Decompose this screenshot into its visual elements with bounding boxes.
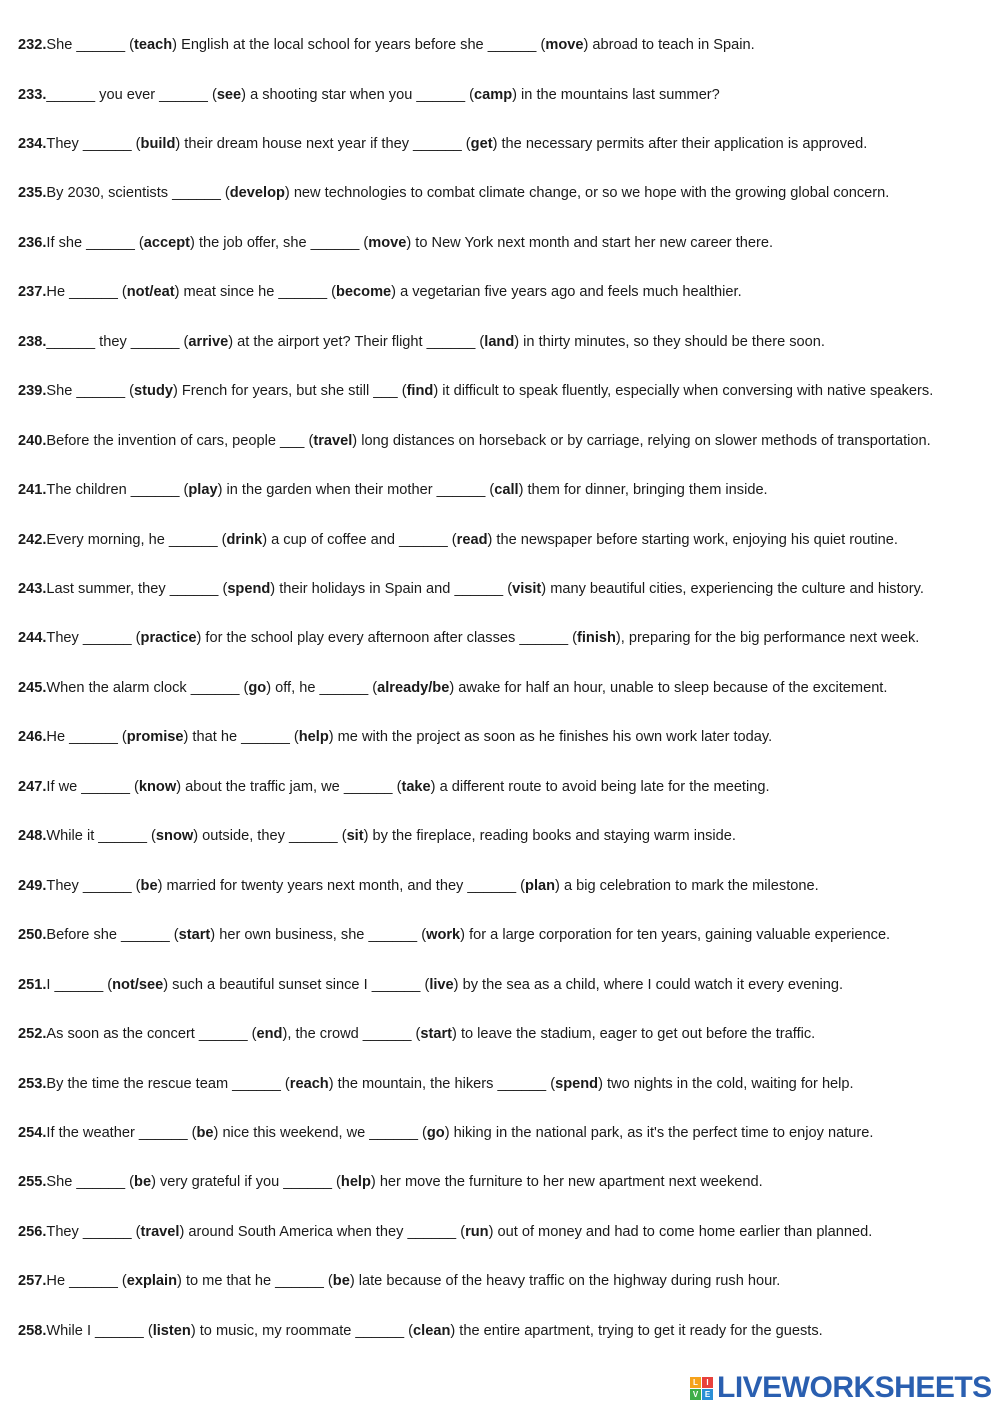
question-text: Last summer, they ______ (: [46, 581, 228, 597]
question-item: [18, 629, 991, 647]
question-number: 238.: [18, 333, 47, 350]
question-text: ______ you ever ______ (: [46, 86, 217, 103]
verb-hint: move: [545, 37, 584, 53]
verb-hint: see: [216, 86, 242, 103]
verb-hint: run: [465, 1223, 489, 1240]
verb-hint: end: [256, 1026, 283, 1042]
question-text: She ______ (: [46, 1174, 135, 1191]
question-text: Before she ______ (: [46, 927, 179, 944]
question-text: ) English at the local school for years before she ______ (: [172, 37, 546, 53]
verb-hint: play: [188, 482, 218, 499]
verb-hint: listen: [152, 1322, 191, 1339]
verb-hint: accept: [143, 234, 191, 251]
question-text: ) abroad to teach in Spain.: [583, 37, 755, 53]
question-number: 246.: [18, 729, 47, 746]
question-item: [18, 382, 991, 400]
question-text: ) about the traffic jam, we ______ (: [176, 778, 402, 795]
verb-hint: practice: [140, 630, 197, 647]
verb-hint: get: [470, 135, 493, 152]
question-number: 240.: [18, 432, 47, 449]
question-number: 245.: [18, 679, 47, 696]
verb-hint: arrive: [188, 333, 229, 350]
question-number: 250.: [18, 927, 47, 944]
question-item: [18, 333, 991, 351]
verb-hint: visit: [512, 581, 542, 597]
verb-hint: know: [138, 778, 177, 795]
question-text: They ______ (: [46, 877, 141, 894]
question-number: 248.: [18, 828, 47, 845]
question-text: ) a different route to avoid being late for the meeting.: [430, 778, 770, 795]
verb-hint: start: [178, 927, 211, 944]
verb-hint: help: [340, 1174, 371, 1191]
question-item: [18, 976, 991, 994]
question-number: 242.: [18, 531, 47, 548]
question-text: ) awake for half an hour, unable to sleep because of the excitement.: [449, 679, 888, 696]
question-text: If she ______ (: [46, 234, 144, 251]
question-item: [18, 135, 991, 153]
question-item: [18, 827, 991, 845]
question-number: 255.: [18, 1174, 47, 1191]
verb-hint: land: [484, 333, 515, 350]
logo-mark-letter: I: [702, 1377, 713, 1388]
question-text: ) it difficult to speak fluently, especially when conversing with native speakers.: [433, 383, 934, 400]
verb-hint: sit: [346, 828, 364, 845]
question-text: ) outside, they ______ (: [193, 828, 347, 845]
question-number: 256.: [18, 1223, 47, 1240]
question-text: When the alarm clock ______ (: [46, 679, 249, 696]
question-number: 258.: [18, 1322, 47, 1339]
question-number: 243.: [18, 581, 47, 597]
question-text: ) the entire apartment, trying to get it ready for the guests.: [450, 1322, 823, 1339]
question-text: ) to leave the stadium, eager to get out before the traffic.: [452, 1026, 816, 1042]
verb-hint: plan: [525, 877, 556, 894]
question-text: They ______ (: [46, 1223, 141, 1240]
question-text: ) the job offer, she ______ (: [190, 234, 369, 251]
question-text: ) by the sea as a child, where I could watch it every evening.: [453, 976, 844, 993]
verb-hint: be: [134, 1174, 152, 1191]
question-item: [18, 1075, 991, 1093]
question-text: She ______ (: [46, 383, 135, 400]
verb-hint: explain: [126, 1273, 178, 1290]
verb-hint: travel: [313, 432, 353, 449]
question-item: [18, 86, 991, 104]
question-text: ) in the garden when their mother ______ (: [217, 482, 495, 499]
question-number: 235.: [18, 185, 47, 202]
question-item: [18, 1322, 991, 1340]
question-text: ) at the airport yet? Their flight ______ (: [228, 333, 485, 350]
question-text: ) them for dinner, bringing them inside.: [518, 482, 768, 499]
question-item: [18, 1124, 991, 1142]
verb-hint: call: [494, 482, 519, 499]
question-text: ) long distances on horseback or by carriage, relying on slower methods of transportation.: [352, 432, 931, 449]
question-text: He ______ (: [46, 284, 127, 301]
question-number: 233.: [18, 86, 47, 103]
logo-mark-icon: [690, 1377, 713, 1400]
question-number: 249.: [18, 877, 47, 894]
question-text: ) very grateful if you ______ (: [151, 1174, 341, 1191]
question-number: 232.: [18, 37, 47, 53]
question-text: ) a big celebration to mark the milestone.: [555, 877, 819, 894]
verb-hint: reach: [289, 1075, 329, 1092]
liveworksheets-logo: [690, 1372, 992, 1404]
question-text: She ______ (: [46, 37, 135, 53]
question-item: [18, 926, 991, 944]
question-text: ) in thirty minutes, so they should be there soon.: [514, 333, 825, 350]
question-text: ) French for years, but she still ___ (: [172, 383, 407, 400]
question-number: 252.: [18, 1026, 47, 1042]
question-item: [18, 283, 991, 301]
question-text: ) a cup of coffee and ______ (: [262, 531, 457, 548]
question-text: ) meat since he ______ (: [174, 284, 337, 301]
question-text: He ______ (: [46, 729, 127, 746]
logo-mark-letter: L: [690, 1377, 701, 1388]
question-item: [18, 234, 991, 252]
question-text: ) hiking in the national park, as it's the perfect time to enjoy nature.: [444, 1124, 874, 1141]
question-item: [18, 1223, 991, 1241]
question-text: ) new technologies to combat climate change, or so we hope with the growing global concern.: [284, 185, 890, 202]
logo-mark-letter: E: [702, 1389, 713, 1400]
question-text: If we ______ (: [46, 778, 139, 795]
verb-hint: not/eat: [126, 284, 175, 301]
question-item: [18, 778, 991, 796]
question-text: ______ they ______ (: [46, 333, 189, 350]
verb-hint: promise: [126, 729, 184, 746]
question-item: [18, 36, 991, 54]
question-text: As soon as the concert ______ (: [46, 1026, 257, 1042]
verb-hint: help: [298, 729, 329, 746]
question-item: [18, 184, 991, 202]
question-number: 253.: [18, 1075, 47, 1092]
question-text: ) the mountain, the hikers ______ (: [328, 1075, 556, 1092]
question-text: By the time the rescue team ______ (: [46, 1075, 290, 1092]
question-text: ) in the mountains last summer?: [512, 86, 720, 103]
verb-hint: not/see: [112, 976, 164, 993]
question-text: ) a shooting star when you ______ (: [241, 86, 475, 103]
question-number: 239.: [18, 383, 47, 400]
question-text: While it ______ (: [46, 828, 156, 845]
verb-hint: read: [456, 531, 488, 548]
verb-hint: clean: [413, 1322, 451, 1339]
question-item: [18, 432, 991, 450]
question-text: ) married for twenty years next month, and they ______ (: [157, 877, 526, 894]
question-number: 244.: [18, 630, 47, 647]
question-text: ) off, he ______ (: [266, 679, 378, 696]
question-text: ) me with the project as soon as he finishes his own work later today.: [328, 729, 773, 746]
question-text: ) such a beautiful sunset since I ______ (: [163, 976, 430, 993]
verb-hint: develop: [229, 185, 285, 202]
question-text: ) out of money and had to come home earlier than planned.: [488, 1223, 873, 1240]
verb-hint: drink: [226, 531, 263, 548]
verb-hint: find: [406, 383, 434, 400]
question-number: 254.: [18, 1124, 47, 1141]
verb-hint: become: [336, 284, 392, 301]
question-number: 251.: [18, 976, 47, 993]
logo-mark-letter: V: [690, 1389, 701, 1400]
question-number: 237.: [18, 284, 47, 301]
question-item: [18, 1173, 991, 1191]
question-number: 247.: [18, 778, 47, 795]
question-text: ) many beautiful cities, experiencing the culture and history.: [541, 581, 924, 597]
question-text: I ______ (: [46, 976, 113, 993]
question-item: [18, 580, 991, 598]
question-text: He ______ (: [46, 1273, 127, 1290]
logo-text: LIVEWORKSHEETS: [717, 1371, 992, 1404]
question-number: 236.: [18, 234, 47, 251]
question-text: ) a vegetarian five years ago and feels much healthier.: [391, 284, 742, 301]
question-number: 257.: [18, 1273, 47, 1290]
verb-hint: spend: [555, 1075, 599, 1092]
question-number: 234.: [18, 135, 47, 152]
question-item: [18, 1272, 991, 1290]
verb-hint: already/be: [377, 679, 450, 696]
question-text: ) to me that he ______ (: [177, 1273, 333, 1290]
verb-hint: camp: [474, 86, 513, 103]
question-item: [18, 1025, 991, 1043]
question-text: By 2030, scientists ______ (: [46, 185, 230, 202]
question-text: ) by the fireplace, reading books and staying warm inside.: [363, 828, 736, 845]
question-text: ) their holidays in Spain and ______ (: [270, 581, 513, 597]
question-text: ) her own business, she ______ (: [210, 927, 427, 944]
question-item: [18, 679, 991, 697]
question-text: ) the necessary permits after their application is approved.: [492, 135, 868, 152]
question-text: ) her move the furniture to her new apartment next weekend.: [370, 1174, 763, 1191]
question-item: [18, 728, 991, 746]
verb-hint: teach: [134, 37, 173, 53]
question-text: ) their dream house next year if they ______ (: [175, 135, 471, 152]
verb-hint: be: [140, 877, 158, 894]
verb-hint: study: [134, 383, 173, 400]
verb-hint: be: [196, 1124, 214, 1141]
question-text: ) two nights in the cold, waiting for help.: [598, 1075, 854, 1092]
verb-hint: work: [426, 927, 461, 944]
question-text: ) to music, my roommate ______ (: [190, 1322, 414, 1339]
verb-hint: start: [420, 1026, 453, 1042]
question-text: ), the crowd ______ (: [282, 1026, 421, 1042]
question-text: The children ______ (: [46, 482, 189, 499]
question-text: ) to New York next month and start her new career there.: [406, 234, 774, 251]
question-text: ) late because of the heavy traffic on the highway during rush hour.: [349, 1273, 781, 1290]
question-text: ) for the school play every afternoon after classes ______ (: [196, 630, 577, 647]
question-text: If the weather ______ (: [46, 1124, 197, 1141]
question-text: While I ______ (: [46, 1322, 153, 1339]
question-item: [18, 481, 991, 499]
question-item: [18, 877, 991, 895]
verb-hint: spend: [227, 581, 271, 597]
verb-hint: go: [426, 1124, 445, 1141]
question-text: ) around South America when they ______ (: [179, 1223, 466, 1240]
verb-hint: snow: [155, 828, 194, 845]
verb-hint: live: [429, 976, 454, 993]
verb-hint: be: [332, 1273, 350, 1290]
verb-hint: travel: [140, 1223, 180, 1240]
verb-hint: go: [248, 679, 267, 696]
question-text: ) the newspaper before starting work, enjoying his quiet routine.: [487, 531, 898, 548]
verb-hint: finish: [576, 630, 616, 647]
verb-hint: move: [368, 234, 407, 251]
question-text: They ______ (: [46, 630, 141, 647]
question-item: [18, 531, 991, 549]
question-number: 241.: [18, 482, 47, 499]
question-text: ), preparing for the big performance next week.: [615, 630, 920, 647]
verb-hint: take: [401, 778, 431, 795]
question-text: Before the invention of cars, people ___ (: [46, 432, 314, 449]
question-text: ) for a large corporation for ten years, gaining valuable experience.: [460, 927, 891, 944]
question-text: Every morning, he ______ (: [46, 531, 227, 548]
question-text: They ______ (: [46, 135, 141, 152]
question-text: ) nice this weekend, we ______ (: [213, 1124, 427, 1141]
question-text: ) that he ______ (: [183, 729, 299, 746]
verb-hint: build: [140, 135, 176, 152]
